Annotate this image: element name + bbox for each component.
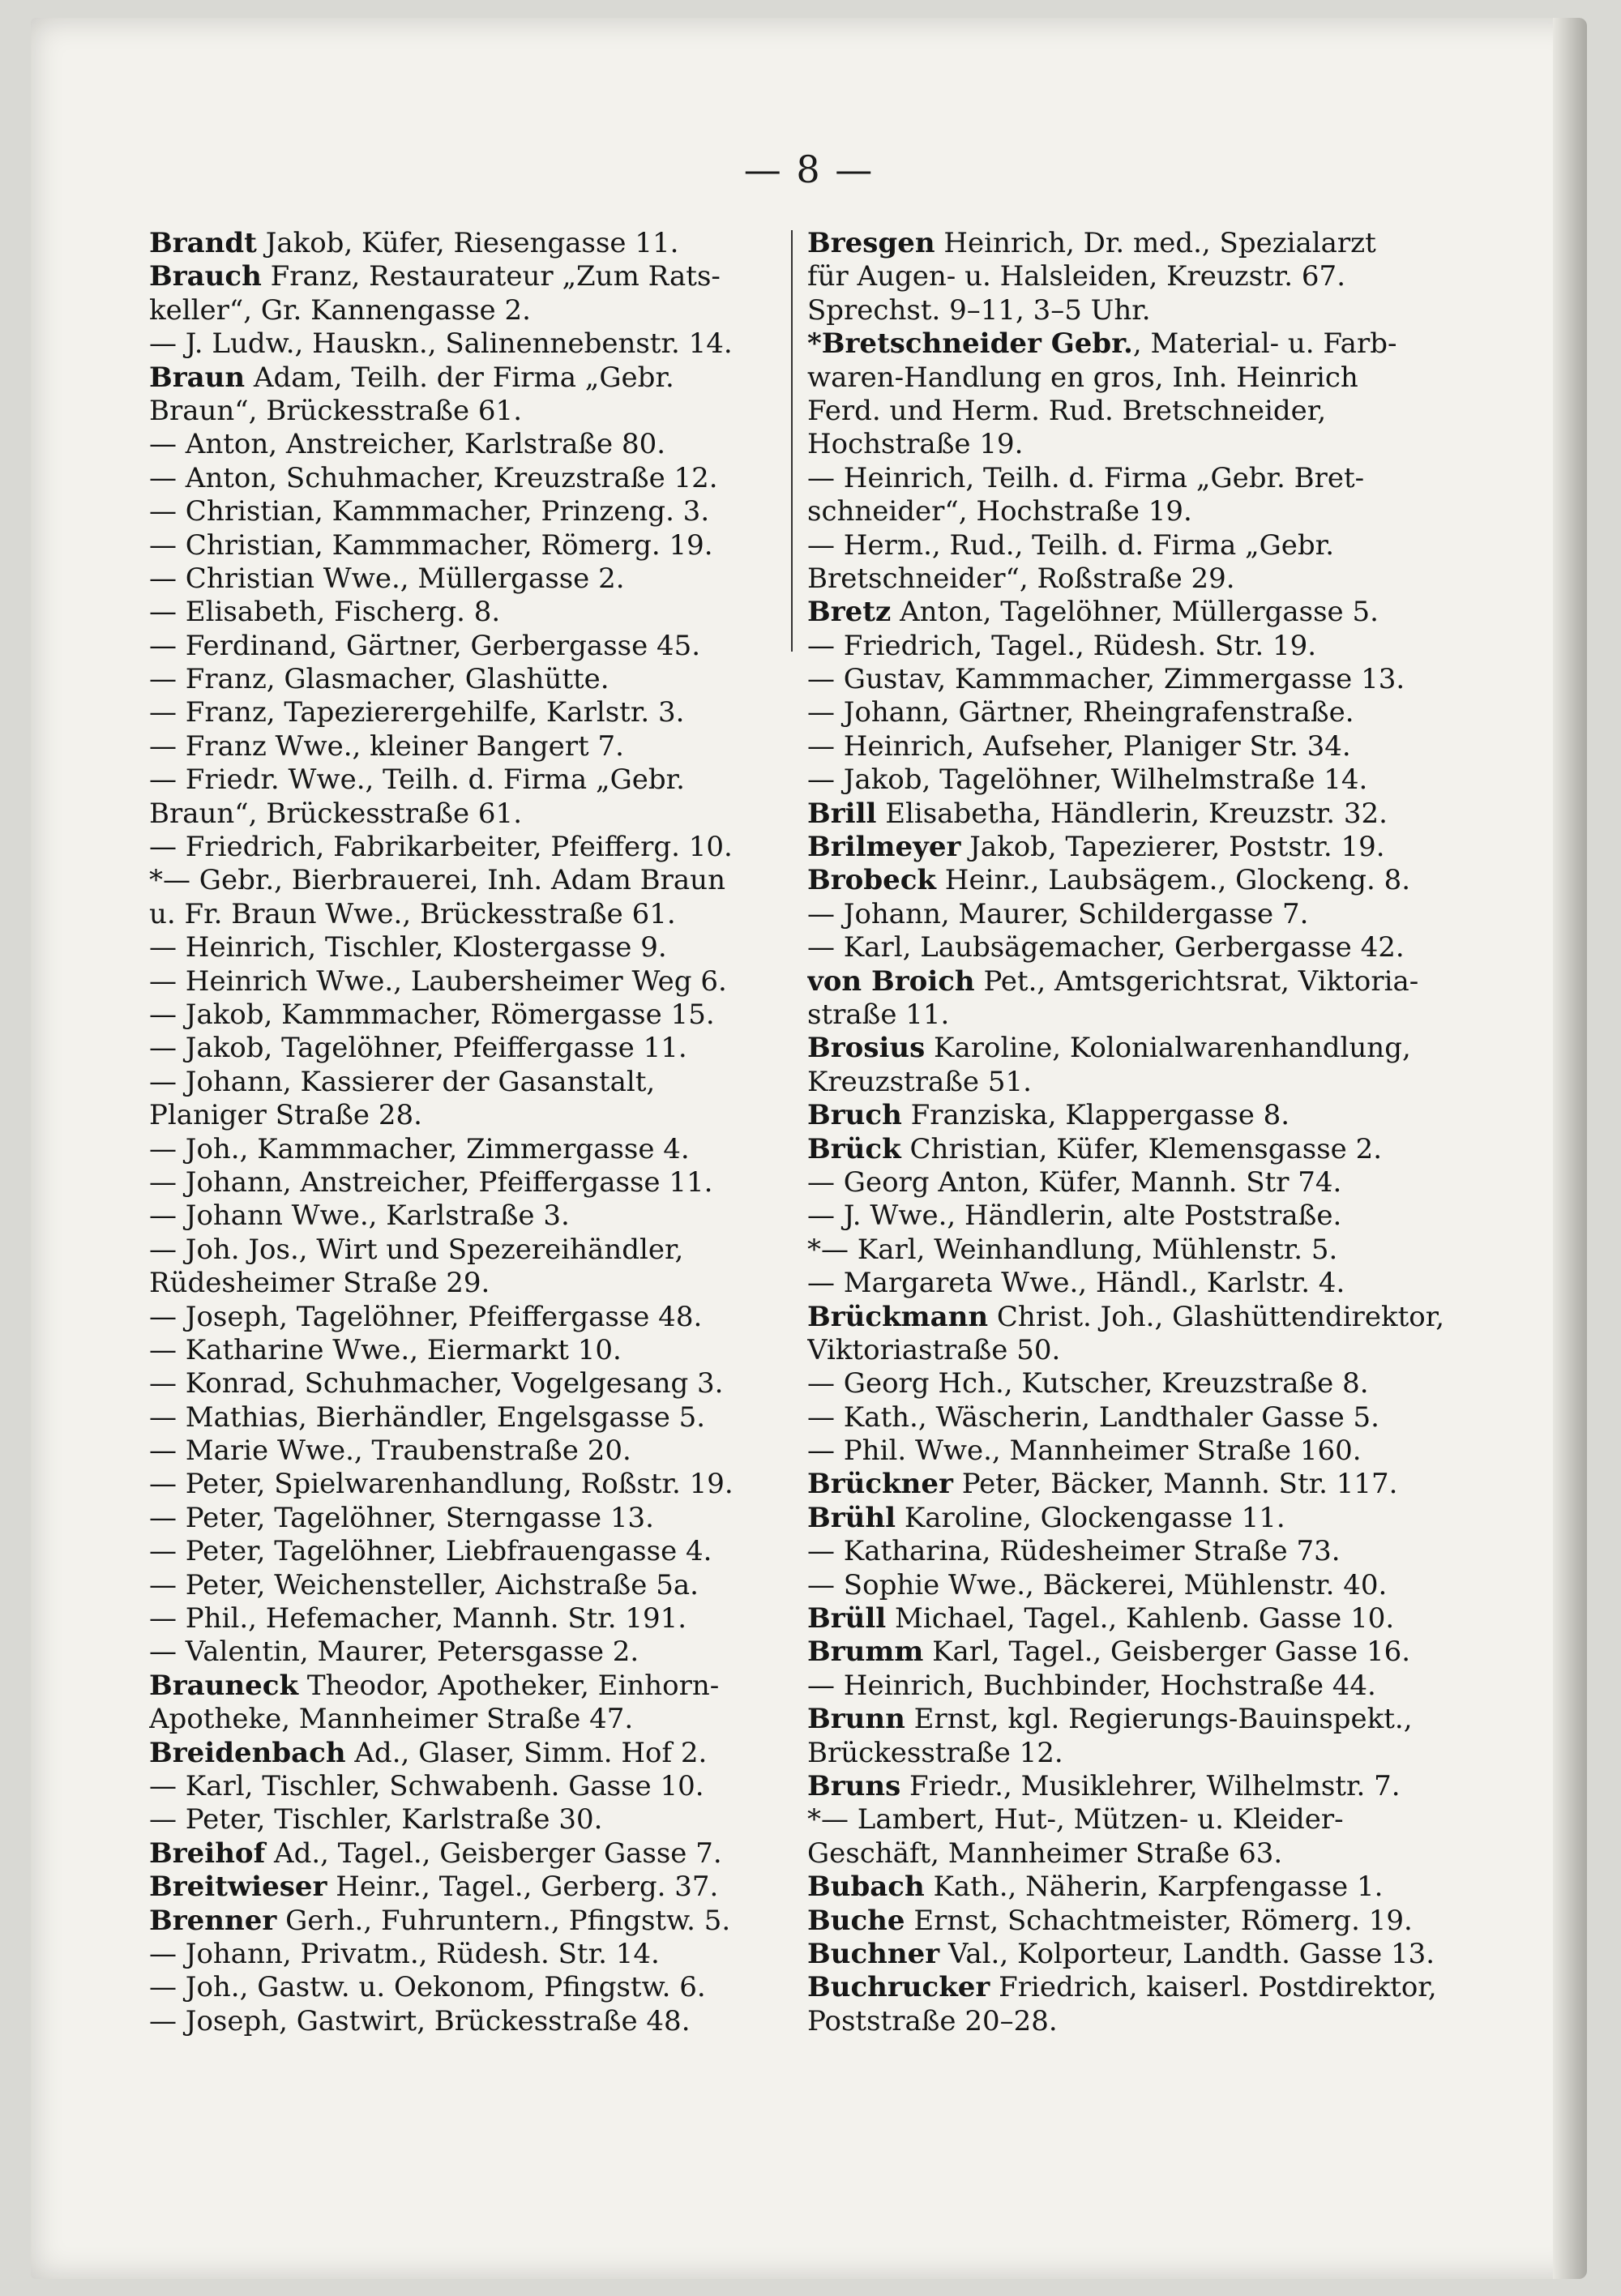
entry-text: — Jakob, Tagelöhner, Pfeiffergasse 11.: [149, 1032, 687, 1065]
entry-text: Viktoriastraße 50.: [807, 1333, 1061, 1366]
entry-text: Val., Kolporteur, Landth. Gasse 13.: [939, 1937, 1435, 1970]
directory-entry-line: [807, 1871, 1488, 1904]
directory-entry-line: [807, 696, 1488, 729]
directory-entry-line: [807, 395, 1488, 428]
directory-entry-line: [807, 1367, 1488, 1400]
directory-entry-line: [807, 1334, 1488, 1367]
entry-text: — J. Ludw., Hauskn., Salinennebenstr. 14.: [149, 327, 733, 361]
directory-entry-line: [807, 965, 1488, 998]
entry-text: — Johann, Anstreicher, Pfeiffergasse 11.: [149, 1165, 713, 1199]
directory-entry-line: [149, 965, 830, 998]
entry-text: Anton, Tagelöhner, Müllergasse 5.: [891, 596, 1379, 629]
entry-text: — Georg Hch., Kutscher, Kreuzstraße 8.: [807, 1367, 1369, 1400]
entry-text: — Elisabeth, Fischerg. 8.: [149, 596, 501, 629]
directory-entry-line: [807, 1803, 1488, 1836]
directory-entry-line: [807, 1971, 1488, 2004]
entry-text: — Heinrich, Teilh. d. Firma „Gebr. Bret-: [807, 461, 1365, 494]
entry-surname: Breihof: [149, 1836, 266, 1870]
directory-entry-line: [149, 1703, 830, 1736]
directory-entry-line: [807, 630, 1488, 663]
directory-entry-line: [807, 1670, 1488, 1703]
entry-text: — Mathias, Bierhändler, Engelsgasse 5.: [149, 1400, 706, 1434]
directory-entry-line: [807, 1434, 1488, 1468]
entry-text: — Franz, Tapezierergehilfe, Karlstr. 3.: [149, 696, 685, 729]
entry-text: — Peter, Tischler, Karlstraße 30.: [149, 1803, 603, 1836]
directory-entry-line: [807, 1837, 1488, 1871]
entry-text: — Heinrich, Aufseher, Planiger Str. 34.: [807, 729, 1351, 763]
entry-text: — Jakob, Kammmacher, Römergasse 15.: [149, 998, 715, 1031]
entry-text: Christian, Küfer, Klemensgasse 2.: [900, 1132, 1383, 1165]
directory-entry-line: [807, 1703, 1488, 1736]
entry-text: *— Lambert, Hut-, Mützen- u. Kleider-: [807, 1803, 1344, 1836]
entry-text: *— Gebr., Bierbrauerei, Inh. Adam Braun: [149, 864, 725, 897]
entry-surname: Brunn: [807, 1703, 905, 1736]
entry-text: — Joh., Kammmacher, Zimmergasse 4.: [149, 1132, 690, 1165]
entry-text: Braun“, Brückesstraße 61.: [149, 797, 522, 830]
directory-entry-line: [149, 831, 830, 864]
directory-entry-line: [149, 294, 830, 327]
entry-surname: Brobeck: [807, 864, 936, 897]
directory-entry-line: [149, 562, 830, 596]
directory-entry-line: [149, 1905, 830, 1938]
entry-text: Ad., Glaser, Simm. Hof 2.: [345, 1736, 708, 1769]
entry-text: Heinrich, Dr. med., Spezialarzt: [935, 227, 1376, 259]
directory-entry-line: [149, 227, 830, 260]
entry-text: — Peter, Spielwarenhandlung, Roßstr. 19.: [149, 1468, 734, 1501]
directory-entry-line: [149, 864, 830, 897]
entry-text: — Kath., Wäscherin, Landthaler Gasse 5.: [807, 1400, 1379, 1434]
entry-surname: Brilmeyer: [807, 831, 961, 864]
entry-text: Peter, Bäcker, Mannh. Str. 117.: [952, 1468, 1398, 1501]
directory-entry-line: [807, 294, 1488, 327]
directory-entry-line: [149, 630, 830, 663]
left-column: [149, 227, 830, 2038]
directory-entry-line: [149, 1166, 830, 1199]
entry-text: — Joh., Gastw. u. Oekonom, Pfingstw. 6.: [149, 1971, 706, 2004]
entry-text: Ferd. und Herm. Rud. Bretschneider,: [807, 394, 1327, 427]
directory-entry-line: [807, 1737, 1488, 1770]
directory-entry-line: [149, 361, 830, 395]
entry-text: Sprechst. 9–11, 3–5 Uhr.: [807, 293, 1151, 327]
directory-entry-line: [149, 1502, 830, 1535]
directory-entry-line: [807, 462, 1488, 495]
entry-text: — J. Wwe., Händlerin, alte Poststraße.: [807, 1199, 1342, 1233]
entry-surname: Brückmann: [807, 1300, 989, 1333]
directory-entry-line: [807, 1199, 1488, 1233]
entry-surname: Bruch: [807, 1099, 902, 1132]
entry-text: — Ferdinand, Gärtner, Gerbergasse 45.: [149, 629, 701, 662]
page-number: — 8 —: [743, 148, 875, 191]
directory-entry-line: [807, 2005, 1488, 2038]
directory-entry-line: [149, 462, 830, 495]
entry-text: waren-Handlung en gros, Inh. Heinrich: [807, 361, 1358, 394]
entry-surname: Buche: [807, 1904, 905, 1937]
directory-entry-line: [149, 1770, 830, 1803]
directory-entry-line: [807, 663, 1488, 696]
entry-text: u. Fr. Braun Wwe., Brückesstraße 61.: [149, 897, 676, 930]
directory-entry-line: [807, 428, 1488, 461]
directory-entry-line: [149, 797, 830, 831]
directory-entry-line: [149, 428, 830, 461]
directory-entry-line: [149, 1367, 830, 1400]
directory-entry-line: [149, 1334, 830, 1367]
directory-entry-line: [807, 227, 1488, 260]
directory-entry-line: [807, 1468, 1488, 1501]
directory-entry-line: [149, 1938, 830, 1971]
entry-surname: Brosius: [807, 1032, 926, 1065]
entry-text: — Katharine Wwe., Eiermarkt 10.: [149, 1333, 622, 1366]
entry-text: Friedr., Musiklehrer, Wilhelmstr. 7.: [900, 1769, 1401, 1802]
entry-text: — Peter, Weichensteller, Aichstraße 5a.: [149, 1568, 699, 1601]
entry-text: Kreuzstraße 51.: [807, 1065, 1032, 1098]
entry-surname: Bretz: [807, 596, 892, 629]
entry-text: — Konrad, Schuhmacher, Vogelgesang 3.: [149, 1367, 724, 1400]
entry-text: Theodor, Apotheker, Einhorn-: [298, 1669, 720, 1702]
directory-entry-line: [807, 495, 1488, 528]
directory-entry-line: [807, 1133, 1488, 1166]
entry-surname: Brück: [807, 1132, 901, 1165]
entry-text: — Katharina, Rüdesheimer Straße 73.: [807, 1535, 1341, 1568]
entry-surname: Brill: [807, 797, 877, 830]
directory-entry-line: [149, 529, 830, 562]
directory-entry-line: [807, 1267, 1488, 1300]
directory-entry-line: [149, 1971, 830, 2004]
directory-entry-line: [149, 998, 830, 1032]
entry-surname: Brauch: [149, 260, 262, 293]
right-column: [807, 227, 1488, 2038]
entry-text: Jakob, Küfer, Riesengasse 11.: [256, 227, 679, 259]
entry-surname: Brühl: [807, 1501, 896, 1534]
directory-entry-line: [807, 1301, 1488, 1334]
entry-surname: Brauneck: [149, 1669, 299, 1702]
entry-surname: Brüll: [807, 1602, 887, 1635]
entry-text: Hochstraße 19.: [807, 428, 1024, 461]
directory-entry-line: [149, 1234, 830, 1267]
entry-text: — Joseph, Tagelöhner, Pfeiffergasse 48.: [149, 1300, 703, 1333]
directory-entry-line: [807, 1234, 1488, 1267]
entry-text: — Christian, Kammmacher, Prinzeng. 3.: [149, 495, 710, 528]
entry-text: — Marie Wwe., Traubenstraße 20.: [149, 1434, 631, 1468]
directory-entry-line: [149, 1837, 830, 1871]
entry-text: Ad., Tagel., Geisberger Gasse 7.: [265, 1836, 722, 1870]
directory-entry-line: [149, 1032, 830, 1065]
directory-entry-line: [807, 797, 1488, 831]
entry-text: — Valentin, Maurer, Petersgasse 2.: [149, 1635, 639, 1669]
entry-text: — Anton, Schuhmacher, Kreuzstraße 12.: [149, 461, 718, 494]
entry-text: Friedrich, kaiserl. Postdirektor,: [990, 1971, 1437, 2004]
entry-text: Karl, Tagel., Geisberger Gasse 16.: [923, 1635, 1411, 1669]
entry-surname: Breitwieser: [149, 1871, 327, 1904]
directory-entry-line: [807, 730, 1488, 763]
entry-text: — Friedrich, Tagel., Rüdesh. Str. 19.: [807, 629, 1317, 662]
directory-entry-line: [149, 1535, 830, 1568]
directory-entry-line: [807, 260, 1488, 293]
entry-text: — Christian Wwe., Müllergasse 2.: [149, 562, 625, 595]
entry-text: Karoline, Kolonialwarenhandlung,: [925, 1032, 1411, 1065]
entry-text: Elisabetha, Händlerin, Kreuzstr. 32.: [876, 797, 1388, 830]
entry-text: Heinr., Laubsägem., Glockeng. 8.: [936, 864, 1411, 897]
directory-entry-line: [807, 931, 1488, 964]
entry-text: — Johann Wwe., Karlstraße 3.: [149, 1199, 570, 1233]
directory-entry-line: [807, 1905, 1488, 1938]
directory-entry-line: [149, 1635, 830, 1669]
entry-text: Ernst, Schachtmeister, Römerg. 19.: [905, 1904, 1413, 1937]
entry-text: für Augen- u. Halsleiden, Kreuzstr. 67.: [807, 260, 1345, 293]
directory-entry-line: [149, 1803, 830, 1836]
directory-entry-line: [149, 1602, 830, 1635]
directory-entry-line: [149, 663, 830, 696]
directory-entry-line: [149, 395, 830, 428]
entry-text: Brückesstraße 12.: [807, 1736, 1063, 1769]
entry-text: — Joh. Jos., Wirt und Spezereihändler,: [149, 1233, 684, 1266]
entry-surname: Bubach: [807, 1871, 925, 1904]
entry-surname: Breidenbach: [149, 1736, 346, 1769]
page-edge: [1553, 18, 1587, 2279]
directory-entry-line: [807, 361, 1488, 395]
directory-page: [31, 18, 1587, 2279]
entry-text: Gerh., Fuhruntern., Pfingstw. 5.: [276, 1904, 731, 1937]
entry-surname: Bruns: [807, 1769, 901, 1802]
entry-text: Apotheke, Mannheimer Straße 47.: [149, 1703, 634, 1736]
directory-entry-line: [149, 1066, 830, 1099]
directory-entry-line: [807, 831, 1488, 864]
directory-entry-line: [807, 1635, 1488, 1669]
directory-entry-line: [149, 2005, 830, 2038]
entry-text: — Georg Anton, Küfer, Mannh. Str 74.: [807, 1165, 1342, 1199]
entry-text: *— Karl, Weinhandlung, Mühlenstr. 5.: [807, 1233, 1338, 1266]
entry-text: Pet., Amtsgerichtsrat, Viktoria-: [974, 964, 1419, 998]
entry-text: — Gustav, Kammmacher, Zimmergasse 13.: [807, 663, 1405, 696]
directory-entry-line: [807, 1938, 1488, 1971]
entry-surname: Braun: [149, 361, 246, 394]
entry-surname: Buchner: [807, 1937, 940, 1970]
entry-text: — Margareta Wwe., Händl., Karlstr. 4.: [807, 1267, 1345, 1300]
entry-text: , Material- u. Farb-: [1132, 327, 1397, 361]
entry-text: — Franz, Glasmacher, Glashütte.: [149, 663, 609, 696]
directory-entry-line: [149, 898, 830, 931]
entry-text: — Johann, Privatm., Rüdesh. Str. 14.: [149, 1937, 660, 1970]
entry-text: Christ. Joh., Glashüttendirektor,: [988, 1300, 1445, 1333]
entry-text: Bretschneider“, Roßstraße 29.: [807, 562, 1235, 595]
directory-entry-line: [807, 763, 1488, 797]
entry-text: — Phil. Wwe., Mannheimer Straße 160.: [807, 1434, 1362, 1468]
entry-text: — Friedrich, Fabrikarbeiter, Pfeifferg. 10.: [149, 831, 733, 864]
entry-text: — Phil., Hefemacher, Mannh. Str. 191.: [149, 1602, 687, 1635]
directory-entry-line: [807, 1569, 1488, 1602]
entry-text: Rüdesheimer Straße 29.: [149, 1267, 490, 1300]
entry-text: — Sophie Wwe., Bäckerei, Mühlenstr. 40.: [807, 1568, 1388, 1601]
directory-entry-line: [149, 1267, 830, 1300]
directory-entry-line: [807, 1401, 1488, 1434]
entry-text: — Johann, Gärtner, Rheingrafenstraße.: [807, 696, 1354, 729]
entry-text: — Heinrich, Tischler, Klostergasse 9.: [149, 931, 667, 964]
entry-text: — Joseph, Gastwirt, Brückesstraße 48.: [149, 2004, 691, 2037]
entry-text: Jakob, Tapezierer, Poststr. 19.: [960, 831, 1385, 864]
entry-surname: Brückner: [807, 1468, 953, 1501]
directory-entry-line: [149, 763, 830, 797]
directory-entry-line: [807, 1602, 1488, 1635]
entry-text: schneider“, Hochstraße 19.: [807, 495, 1192, 528]
directory-entry-line: [807, 529, 1488, 562]
entry-text: — Johann, Kassierer der Gasanstalt,: [149, 1065, 656, 1098]
directory-entry-line: [149, 1434, 830, 1468]
directory-entry-line: [807, 998, 1488, 1032]
directory-entry-line: [149, 730, 830, 763]
entry-text: — Johann, Maurer, Schildergasse 7.: [807, 897, 1309, 930]
entry-text: keller“, Gr. Kannengasse 2.: [149, 293, 531, 327]
directory-entry-line: [807, 1032, 1488, 1065]
directory-entry-line: [807, 1535, 1488, 1568]
directory-entry-line: [807, 562, 1488, 596]
entry-surname: Brandt: [149, 227, 257, 259]
entry-text: — Anton, Anstreicher, Karlstraße 80.: [149, 428, 666, 461]
directory-entry-line: [149, 1099, 830, 1132]
directory-entry-line: [149, 1199, 830, 1233]
directory-entry-line: [807, 596, 1488, 629]
directory-entry-line: [149, 1301, 830, 1334]
directory-entry-line: [149, 596, 830, 629]
directory-entry-line: [149, 696, 830, 729]
directory-entry-line: [807, 864, 1488, 897]
directory-entry-line: [807, 1770, 1488, 1803]
entry-text: — Peter, Tagelöhner, Sterngasse 13.: [149, 1501, 654, 1534]
entry-surname: Brenner: [149, 1904, 277, 1937]
entry-text: Poststraße 20–28.: [807, 2004, 1058, 2037]
directory-entry-line: [149, 1133, 830, 1166]
entry-text: — Herm., Rud., Teilh. d. Firma „Gebr.: [807, 528, 1335, 562]
entry-surname: *Bretschneider Gebr.: [807, 327, 1133, 361]
entry-text: Kath., Näherin, Karpfengasse 1.: [924, 1871, 1384, 1904]
entry-text: — Heinrich Wwe., Laubersheimer Weg 6.: [149, 964, 727, 998]
entry-text: Planiger Straße 28.: [149, 1099, 422, 1132]
entry-surname: Bresgen: [807, 227, 935, 259]
directory-entry-line: [149, 1737, 830, 1770]
directory-entry-line: [807, 327, 1488, 361]
directory-entry-line: [149, 495, 830, 528]
entry-text: — Friedr. Wwe., Teilh. d. Firma „Gebr.: [149, 763, 685, 797]
entry-text: — Karl, Tischler, Schwabenh. Gasse 10.: [149, 1769, 704, 1802]
entry-text: Michael, Tagel., Kahlenb. Gasse 10.: [886, 1602, 1395, 1635]
directory-entry-line: [149, 327, 830, 361]
directory-entry-line: [807, 1166, 1488, 1199]
entry-surname: Brumm: [807, 1635, 924, 1669]
entry-surname: Buchrucker: [807, 1971, 990, 2004]
entry-surname: von Broich: [807, 964, 975, 998]
directory-entry-line: [807, 1502, 1488, 1535]
entry-text: — Heinrich, Buchbinder, Hochstraße 44.: [807, 1669, 1376, 1702]
entry-text: Ernst, kgl. Regierungs-Bauinspekt.,: [905, 1703, 1413, 1736]
entry-text: — Christian, Kammmacher, Römerg. 19.: [149, 528, 713, 562]
entry-text: — Peter, Tagelöhner, Liebfrauengasse 4.: [149, 1535, 712, 1568]
entry-text: — Jakob, Tagelöhner, Wilhelmstraße 14.: [807, 763, 1368, 797]
directory-entry-line: [807, 1066, 1488, 1099]
entry-text: Karoline, Glockengasse 11.: [896, 1501, 1285, 1534]
directory-entry-line: [149, 1468, 830, 1501]
directory-entry-line: [149, 1871, 830, 1904]
entry-text: Braun“, Brückesstraße 61.: [149, 394, 522, 427]
entry-text: — Franz Wwe., kleiner Bangert 7.: [149, 729, 624, 763]
directory-entry-line: [149, 1401, 830, 1434]
entry-text: Franziska, Klappergasse 8.: [901, 1099, 1290, 1132]
entry-text: straße 11.: [807, 998, 950, 1031]
entry-text: Geschäft, Mannheimer Straße 63.: [807, 1836, 1283, 1870]
directory-entry-line: [807, 898, 1488, 931]
entry-text: Franz, Restaurateur „Zum Rats-: [261, 260, 721, 293]
directory-entry-line: [807, 1099, 1488, 1132]
directory-entry-line: [149, 260, 830, 293]
entry-text: Heinr., Tagel., Gerberg. 37.: [327, 1871, 719, 1904]
directory-entry-line: [149, 1670, 830, 1703]
entry-text: Adam, Teilh. der Firma „Gebr.: [245, 361, 674, 394]
entry-text: — Karl, Laubsägemacher, Gerbergasse 42.: [807, 931, 1405, 964]
directory-entry-line: [149, 931, 830, 964]
directory-entry-line: [149, 1569, 830, 1602]
